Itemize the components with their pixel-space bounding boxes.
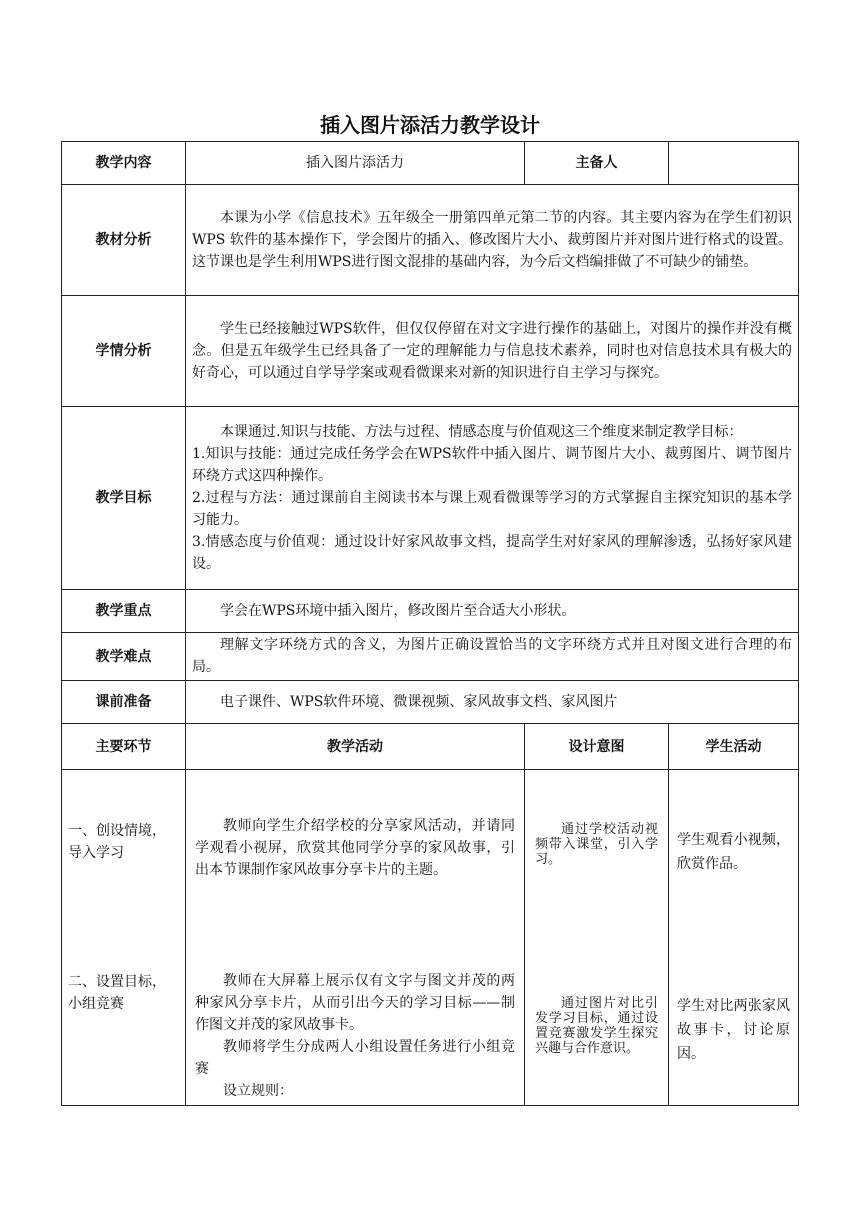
key-point-text: 学会在WPS环境中插入图片，修改图片至合适大小形状。 — [220, 602, 576, 619]
activity-paragraph: 教师在大屏幕上展示仅有文字与图文并茂的两种家风分享卡片，从而引出今天的学习目标——制作图文并茂的家风故事卡。 — [195, 973, 515, 1033]
stage-activity — [186, 970, 524, 1102]
objective-item: 2.过程与方法：通过课前自主阅读书本与课上观看微课等学习的方式掌握自主探究知识的基本学习能力。 — [192, 489, 792, 528]
activity-paragraph: 教师将学生分成两人小组设置任务进行小组竞赛 — [195, 1039, 515, 1077]
objectives-row — [62, 407, 799, 590]
difficulty-row — [62, 633, 799, 681]
intent-text: 通过学校活动视频带入课堂，引入学习。 — [535, 822, 658, 867]
stage-student-activity: 学生对比两张家风故事卡，讨论原因。 — [677, 998, 790, 1062]
preparation-label: 课前准备 — [62, 681, 186, 724]
activity-paragraph: 教师向学生介绍学校的分享家风活动，并请同学观看小视屏，欣赏其他同学分享的家风故事，引出本节课制作家风故事分享卡片的主题。 — [195, 818, 515, 878]
material-analysis-row — [62, 185, 799, 296]
lesson-plan-table — [61, 141, 799, 1106]
stage-student-activity: 学生观看小视频，欣赏作品。 — [677, 832, 790, 872]
objective-item: 3.情感态度与价值观：通过设计好家风故事文档，提高学生对好家风的理解渗透，弘扬好家风建设。 — [192, 533, 792, 572]
info-row — [62, 142, 799, 185]
process-body-row — [62, 770, 799, 1106]
preparer-label: 主备人 — [525, 142, 669, 185]
objectives-intro: 本课通过.知识与技能、方法与过程、情感态度与价值观这三个维度来制定教学目标： — [220, 423, 743, 440]
content-value: 插入图片添活力 — [186, 142, 525, 185]
preparation-text: 电子课件、WPS软件环境、微课视频、家风故事文档、家风图片 — [220, 693, 618, 710]
activity-paragraph: 设立规则： — [223, 1083, 293, 1099]
difficulty-label: 教学难点 — [62, 633, 186, 681]
stage-activity — [186, 815, 524, 881]
stage-intent — [525, 996, 668, 1056]
key-point-label: 教学重点 — [62, 590, 186, 633]
objectives-label: 教学目标 — [62, 407, 186, 590]
document-title: 插入图片添活力教学设计 — [320, 113, 540, 137]
intent-text: 通过图片对比引发学习目标，通过设置竞赛激发学生探究兴趣与合作意识。 — [535, 996, 658, 1056]
preparation-row — [62, 681, 799, 724]
material-analysis-text: 本课为小学《信息技术》五年级全一册第四单元第二节的内容。其主要内容为在学生们初识WPS 软件的基本操作下，学会图片的插入、修改图片大小、裁剪图片并对图片进行格式的设置。这节课也是学生利用WPS进行图文混排的基础内容，为今后文档编排做了不可缺少的铺垫。 — [192, 209, 792, 270]
header-student-activity: 学生活动 — [669, 724, 799, 770]
student-analysis-row — [62, 296, 799, 407]
student-analysis-text: 学生已经接触过WPS软件，但仅仅停留在对文字进行操作的基础上，对图片的操作并没有概念。但是五年级学生已经具备了一定的理解能力与信息技术素养，同时也对信息技术具有极大的好奇心，可以通过自学导学案或观看微课来对新的知识进行自主学习与探究。 — [192, 320, 792, 381]
header-intent: 设计意图 — [525, 724, 669, 770]
stage-name: 一、创设情境，导入学习 — [68, 823, 166, 861]
content-label: 教学内容 — [62, 142, 186, 185]
header-activity: 教学活动 — [186, 724, 525, 770]
process-header-row — [62, 724, 799, 770]
difficulty-text: 理解文字环绕方式的含义，为图片正确设置恰当的文字环绕方式并且对图文进行合理的布局。 — [192, 637, 792, 675]
stage-intent — [525, 822, 668, 867]
key-point-row — [62, 590, 799, 633]
material-analysis-label: 教材分析 — [62, 185, 186, 296]
stage-name: 二、设置目标，小组竞赛 — [68, 974, 166, 1012]
preparer-value — [669, 142, 799, 185]
student-analysis-label: 学情分析 — [62, 296, 186, 407]
header-stage: 主要环节 — [62, 724, 186, 770]
objective-item: 1.知识与技能：通过完成任务学会在WPS软件中插入图片、调节图片大小、裁剪图片、调节图片环绕方式这四种操作。 — [192, 445, 792, 484]
